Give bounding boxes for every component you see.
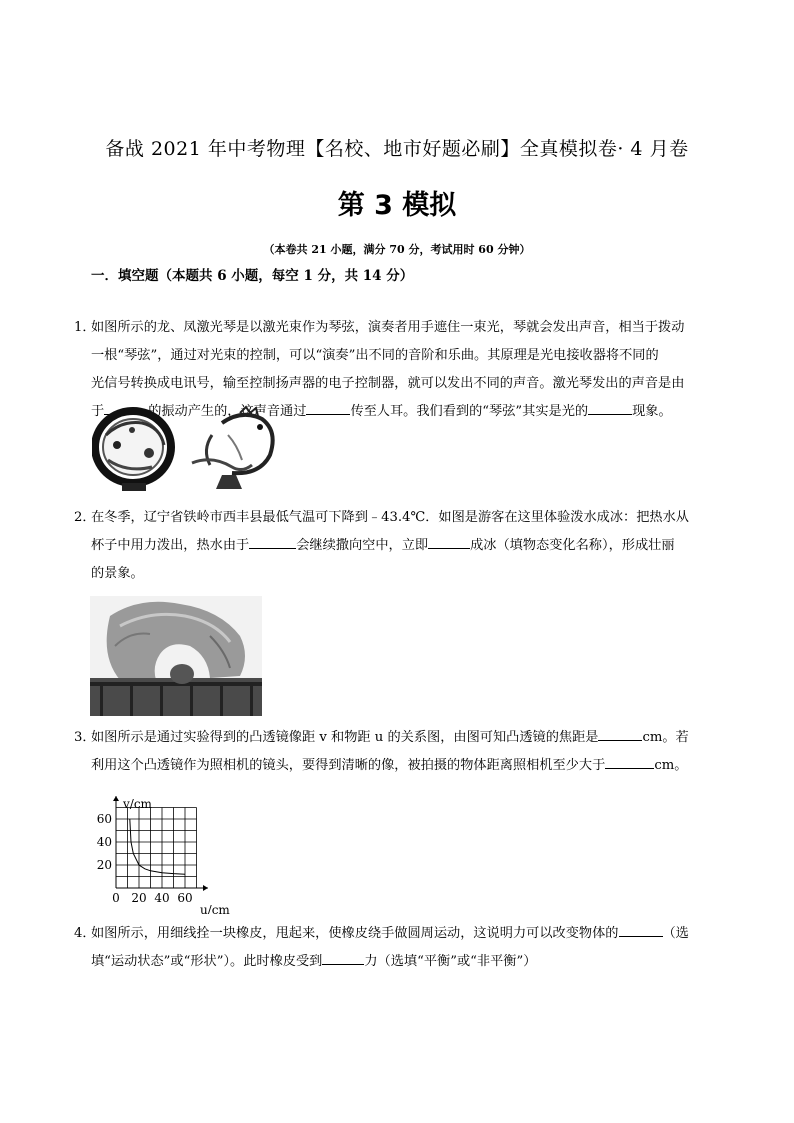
exam-series-title: 备战 2021 年中考物理【名校、地市好题必刷】全真模拟卷· 4 月卷: [105, 138, 689, 160]
question-text: 如图所示，用细线拴一块橡皮，甩起来，使橡皮绕手做圆周运动，这说明力可以改变物体的: [91, 926, 619, 941]
x-tick-label: 60: [177, 891, 193, 905]
y-tick-label: 40: [96, 835, 112, 849]
answer-blank[interactable]: [588, 400, 632, 415]
data-line: [130, 819, 185, 874]
x-tick-label: 0: [112, 891, 120, 905]
chart-grid: [116, 808, 197, 889]
question-text: 于: [91, 404, 105, 419]
answer-blank[interactable]: [306, 400, 350, 415]
question-text: 填“运动状态”或“形状”）。此时橡皮受到: [91, 954, 323, 969]
question-text: 一根“琴弦”，通过对光束的控制，可以“演奏”出不同的音阶和乐曲。其原理是光电接收器将不同的: [91, 348, 659, 363]
question-number: 3．: [74, 730, 96, 745]
question-text: 的景象。: [91, 566, 144, 581]
question-text: 的振动产生的，这声音通过: [148, 404, 307, 419]
y-tick-label: 60: [96, 812, 112, 826]
answer-blank[interactable]: [249, 534, 296, 549]
mock-title: 第 3 模拟: [337, 190, 457, 221]
y-tick-label: 20: [96, 858, 112, 872]
question-text: 成冰（填物态变化名称），形成壮丽: [470, 538, 675, 553]
x-tick-label: 40: [154, 891, 170, 905]
question-number: 1．: [74, 320, 96, 335]
x-axis-arrow: [203, 885, 208, 891]
question-text: cm。: [654, 758, 688, 773]
x-axis-label: u/cm: [199, 903, 230, 914]
answer-blank[interactable]: [428, 534, 470, 549]
question-number: 2．: [74, 510, 96, 525]
question-text: 利用这个凸透镜作为照相机的镜头，要得到清晰的像，被拍摄的物体距离照相机至少大于: [91, 758, 606, 773]
v-u-chart: [88, 784, 248, 914]
question-text: cm。若: [642, 730, 689, 745]
answer-blank[interactable]: [322, 950, 364, 965]
section-heading: 一．填空题（本题共 6 小题，每空 1 分，共 14 分）: [91, 268, 414, 284]
question-text: 传至人耳。我们看到的“琴弦”其实是光的: [350, 404, 589, 419]
y-axis-label: v/cm: [123, 797, 152, 811]
question-text: 光信号转换成电讯号，输至控制扬声器的电子控制器，就可以发出不同的声音。激光琴发出的声音是由: [91, 376, 685, 391]
y-axis-arrow: [113, 796, 119, 801]
laser-harp-photo: [92, 405, 292, 493]
question-text: （选: [662, 926, 689, 941]
question-2: [74, 504, 734, 588]
question-3: [74, 724, 734, 780]
answer-blank[interactable]: [619, 922, 663, 937]
question-text: 杯子中用力泼出，热水由于: [91, 538, 250, 553]
answer-blank[interactable]: [598, 726, 642, 741]
question-text: 会继续撒向空中，立即: [296, 538, 429, 553]
splash-ice-photo: [90, 596, 262, 716]
question-text: 如图所示的龙、凤激光琴是以激光束作为琴弦，演奏者用手遮住一束光，琴就会发出声音，相当于拨动: [91, 320, 685, 335]
x-tick-label: 20: [131, 891, 147, 905]
answer-blank[interactable]: [605, 754, 654, 769]
question-text: 如图所示是通过实验得到的凸透镜像距 v 和物距 u 的关系图，由图可知凸透镜的焦距是: [91, 730, 599, 745]
question-text: 在冬季，辽宁省铁岭市西丰县最低气温可下降到﹣43.4℃．如图是游客在这里体验泼水成冰：把热水从: [91, 510, 689, 525]
question-text: 力（选填“平衡”或“非平衡”）: [364, 954, 537, 969]
exam-note: （本卷共 21 小题，满分 70 分，考试用时 60 分钟）: [263, 243, 531, 256]
question-4: [74, 920, 734, 976]
question-text: 现象。: [632, 404, 672, 419]
question-number: 4．: [74, 926, 96, 941]
